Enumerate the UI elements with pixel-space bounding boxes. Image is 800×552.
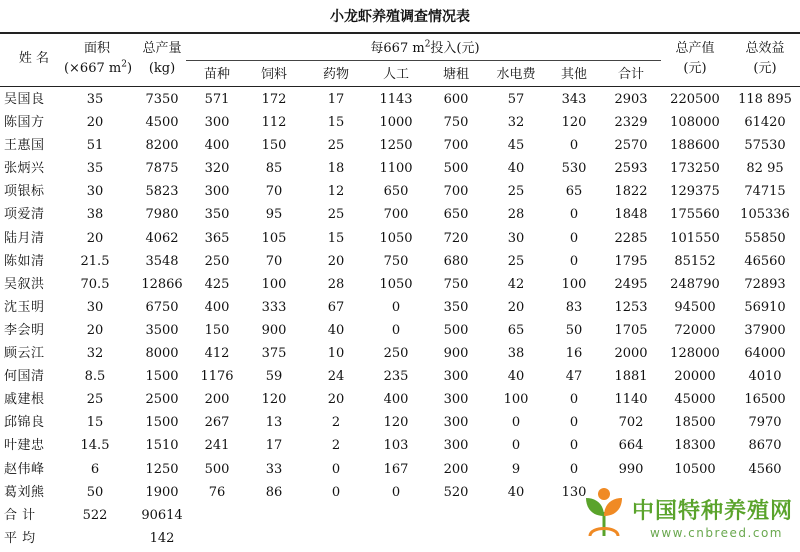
- table-row: [0, 157, 800, 180]
- header-total: 合计: [617, 67, 644, 82]
- cell-production: 8200: [145, 138, 179, 154]
- cell-labor: 1050: [379, 230, 413, 246]
- cell-other: 0: [569, 415, 579, 431]
- cell-feed: 172: [261, 92, 287, 107]
- investment-subrule: [186, 60, 661, 61]
- cell-name: 戚建根: [4, 392, 45, 408]
- cell-pond: 900: [443, 346, 469, 362]
- cell-value: 20000: [674, 369, 716, 385]
- cell-benefit: 61420: [744, 115, 786, 131]
- cell-total: 2000: [614, 346, 648, 362]
- cell-total: 702: [618, 415, 644, 431]
- cell-feed: 17: [265, 438, 283, 454]
- cell-pond: 500: [443, 322, 469, 338]
- cell-drug: 17: [327, 92, 345, 107]
- cell-labor: [368, 527, 424, 550]
- cell-name: 李会明: [4, 322, 45, 338]
- cell-other: 100: [561, 276, 587, 292]
- table-body: [0, 88, 800, 550]
- cell-other: 0: [569, 230, 579, 246]
- cell-area: 8.5: [84, 369, 106, 385]
- cell-benefit: 16500: [744, 392, 786, 408]
- cell-area: 38: [86, 207, 104, 223]
- cell-seed: 500: [204, 461, 230, 477]
- cell-name: 平 均: [4, 530, 36, 546]
- cell-production: 3548: [145, 253, 179, 269]
- cell-drug: 28: [327, 276, 345, 292]
- cell-benefit: 37900: [744, 322, 786, 338]
- cell-feed: [250, 504, 298, 527]
- cell-seed: 76: [208, 484, 226, 500]
- cell-labor: 167: [383, 461, 409, 477]
- cell-seed: 200: [204, 392, 230, 408]
- cell-other: 343: [561, 92, 587, 107]
- cell-name: 叶建忠: [4, 438, 45, 454]
- cell-pond: 300: [443, 415, 469, 431]
- cell-feed: 150: [261, 138, 287, 154]
- cell-name: 项爱清: [4, 207, 45, 223]
- cell-area: 30: [86, 184, 104, 200]
- cell-production: 1250: [145, 461, 179, 477]
- cell-drug: 20: [327, 392, 345, 408]
- cell-benefit: 55850: [744, 230, 786, 246]
- cell-value: 18500: [674, 415, 716, 431]
- cell-feed: [250, 527, 298, 550]
- cell-area: 51: [86, 138, 104, 154]
- cell-production: 8000: [145, 346, 179, 362]
- cell-seed: 350: [204, 207, 230, 223]
- cell-production: 7980: [145, 207, 179, 223]
- cell-util: 57: [507, 92, 525, 107]
- cell-area: 70.5: [80, 276, 110, 292]
- cell-seed: 150: [204, 322, 230, 338]
- cell-value: 101550: [670, 230, 720, 246]
- cell-labor: 0: [391, 484, 401, 500]
- cell-benefit: 105336: [740, 207, 790, 223]
- cell-feed: 120: [261, 392, 287, 408]
- cell-total: 1795: [614, 253, 648, 269]
- cell-drug: 2: [331, 415, 341, 431]
- header-output-value-line1: 总产值: [675, 41, 715, 56]
- cell-name: 吴叙洪: [4, 276, 45, 292]
- cell-labor: 120: [383, 415, 409, 431]
- cell-labor: 1050: [379, 276, 413, 292]
- header-feed: 饲料: [260, 67, 287, 82]
- cell-seed: 425: [204, 276, 230, 292]
- cell-labor: 250: [383, 346, 409, 362]
- cell-util: 30: [507, 230, 525, 246]
- cell-name: 顾云江: [4, 346, 45, 362]
- top-rule: [0, 32, 800, 34]
- cell-other: 0: [569, 138, 579, 154]
- cell-drug: [314, 504, 358, 527]
- cell-util: 20: [507, 299, 525, 315]
- cell-seed: 400: [204, 299, 230, 315]
- cell-labor: 1143: [379, 92, 413, 107]
- cell-seed: 300: [204, 184, 230, 200]
- cell-pond: 520: [443, 484, 469, 500]
- cell-util: 100: [503, 392, 529, 408]
- table-row: [0, 250, 800, 273]
- cell-util: 42: [507, 276, 525, 292]
- header-name: 姓 名: [18, 51, 50, 66]
- cell-drug: 24: [327, 369, 345, 385]
- header-benefit-line2: (元): [753, 61, 777, 76]
- cell-value: 173250: [670, 161, 720, 177]
- cell-pond: 300: [443, 438, 469, 454]
- cell-value: 85152: [674, 253, 716, 269]
- cell-pond: 500: [443, 161, 469, 177]
- sprout-logo-icon: [582, 486, 626, 538]
- cell-total: 1705: [614, 322, 648, 338]
- cell-labor: [368, 504, 424, 527]
- cell-pond: 300: [443, 369, 469, 385]
- cell-labor: 0: [391, 299, 401, 315]
- cell-pond: [430, 527, 482, 550]
- cell-feed: 70: [265, 184, 283, 200]
- cell-labor: 650: [383, 184, 409, 200]
- header-area-line1: 面积: [83, 41, 110, 56]
- header-drug: 药物: [322, 67, 349, 82]
- cell-pond: 720: [443, 230, 469, 246]
- cell-util: 45: [507, 138, 525, 154]
- cell-feed: 85: [265, 161, 283, 177]
- cell-production: 4062: [145, 230, 179, 246]
- cell-drug: 18: [327, 161, 345, 177]
- cell-seed: 365: [204, 230, 230, 246]
- cell-value: 45000: [674, 392, 716, 408]
- cell-util: [492, 504, 540, 527]
- cell-area: 6: [90, 461, 100, 477]
- cell-labor: 400: [383, 392, 409, 408]
- cell-area: 35: [86, 92, 104, 107]
- cell-seed: 267: [204, 415, 230, 431]
- cell-area: 25: [86, 392, 104, 408]
- cell-name: 陆月清: [4, 230, 45, 246]
- cell-drug: 25: [327, 138, 345, 154]
- cell-total: 1253: [614, 299, 648, 315]
- cell-total: 2570: [614, 138, 648, 154]
- cell-production: 1500: [145, 369, 179, 385]
- cell-labor: 0: [391, 322, 401, 338]
- header-seed: 苗种: [203, 67, 230, 82]
- cell-area: 21.5: [80, 253, 110, 269]
- cell-seed: [194, 504, 240, 527]
- cell-name: 邱锦良: [4, 415, 45, 431]
- cell-util: 25: [507, 253, 525, 269]
- cell-production: 5823: [145, 184, 179, 200]
- cell-name: 葛刘熊: [4, 484, 45, 500]
- cell-pond: 750: [443, 276, 469, 292]
- cell-labor: 700: [383, 207, 409, 223]
- cell-production: 90614: [141, 507, 183, 523]
- cell-pond: 680: [443, 253, 469, 269]
- cell-other: 83: [565, 299, 583, 315]
- cell-other: 0: [569, 253, 579, 269]
- cell-value: 128000: [670, 346, 720, 362]
- cell-production: 1510: [145, 438, 179, 454]
- cell-drug: 67: [327, 299, 345, 315]
- cell-name: 项银标: [4, 184, 45, 200]
- cell-area: 50: [86, 484, 104, 500]
- cell-benefit: 118 895: [738, 92, 792, 107]
- cell-name: 吴国良: [4, 92, 45, 107]
- cell-feed: 375: [261, 346, 287, 362]
- cell-benefit: 8670: [748, 438, 782, 454]
- cell-drug: 25: [327, 207, 345, 223]
- cell-value: 72000: [674, 322, 716, 338]
- cell-production: 3500: [145, 322, 179, 338]
- cell-area: 20: [86, 230, 104, 246]
- cell-total: 1822: [614, 184, 648, 200]
- cell-benefit: 56910: [744, 299, 786, 315]
- cell-total: 2285: [614, 230, 648, 246]
- cell-total: 1848: [614, 207, 648, 223]
- cell-benefit: 82 95: [746, 161, 784, 177]
- cell-total: 2495: [614, 276, 648, 292]
- cell-name: 陈国方: [4, 115, 45, 131]
- cell-labor: 103: [383, 438, 409, 454]
- cell-name: 陈如清: [4, 253, 45, 269]
- cell-other: 120: [561, 115, 587, 131]
- cell-drug: 40: [327, 322, 345, 338]
- cell-total: 664: [618, 438, 644, 454]
- cell-name: 合 计: [4, 507, 36, 523]
- cell-labor: 235: [383, 369, 409, 385]
- cell-pond: [430, 504, 482, 527]
- cell-drug: 0: [331, 484, 341, 500]
- cell-other: 0: [569, 207, 579, 223]
- cell-benefit: 72893: [744, 276, 786, 292]
- cell-seed: [194, 527, 240, 550]
- cell-benefit: 74715: [744, 184, 786, 200]
- watermark-site-name: 中国特种养殖网: [632, 499, 794, 524]
- cell-drug: 2: [331, 438, 341, 454]
- cell-feed: 900: [261, 322, 287, 338]
- cell-total: 990: [618, 461, 644, 477]
- cell-area: 14.5: [80, 438, 110, 454]
- header-output-value-line2: (元): [683, 61, 707, 76]
- cell-util: 32: [507, 115, 525, 131]
- cell-benefit: 4010: [748, 369, 782, 385]
- cell-value: 94500: [674, 299, 716, 315]
- cell-seed: 320: [204, 161, 230, 177]
- cell-name: 沈玉明: [4, 299, 45, 315]
- cell-feed: 59: [265, 369, 283, 385]
- header-area-line2: (×667 $m^2$): [63, 59, 133, 76]
- cell-util: 0: [511, 438, 521, 454]
- table-row: [0, 365, 800, 388]
- table-row: [0, 411, 800, 434]
- cell-labor: 1250: [379, 138, 413, 154]
- cell-other: 530: [561, 161, 587, 177]
- cell-value: 220500: [670, 92, 720, 107]
- cell-area: 30: [86, 299, 104, 315]
- cell-value: 248790: [670, 276, 720, 292]
- cell-production: 1500: [145, 415, 179, 431]
- cell-pond: 700: [443, 184, 469, 200]
- cell-area: 20: [86, 115, 104, 131]
- cell-other: 50: [565, 322, 583, 338]
- cell-labor: 1100: [379, 161, 413, 177]
- cell-seed: 300: [204, 115, 230, 131]
- cell-seed: 412: [204, 346, 230, 362]
- table-row: [0, 342, 800, 365]
- cell-drug: 15: [327, 230, 345, 246]
- cell-total: 2903: [614, 92, 648, 107]
- cell-other: 47: [565, 369, 583, 385]
- cell-area: 32: [86, 346, 104, 362]
- header-rule: [0, 86, 800, 87]
- table-row: [0, 134, 800, 157]
- cell-area: 35: [86, 161, 104, 177]
- cell-feed: 112: [261, 115, 287, 131]
- cell-feed: 105: [261, 230, 287, 246]
- cell-value: 10500: [674, 461, 716, 477]
- cell-value: 175560: [670, 207, 720, 223]
- cell-production: 142: [149, 530, 175, 546]
- cell-benefit: 7970: [748, 415, 782, 431]
- cell-feed: 95: [265, 207, 283, 223]
- cell-production: 1900: [145, 484, 179, 500]
- header-production-line2: (kg): [148, 61, 176, 76]
- cell-value: 18300: [674, 438, 716, 454]
- cell-feed: 70: [265, 253, 283, 269]
- table-row: [0, 203, 800, 226]
- cell-util: 65: [507, 322, 525, 338]
- cell-util: 0: [511, 415, 521, 431]
- table-row: [0, 458, 800, 481]
- cell-pond: 350: [443, 299, 469, 315]
- table-row: [0, 434, 800, 457]
- cell-production: 6750: [145, 299, 179, 315]
- cell-other: 16: [565, 346, 583, 362]
- cell-drug: [314, 527, 358, 550]
- cell-feed: 100: [261, 276, 287, 292]
- cell-util: 40: [507, 484, 525, 500]
- cell-pond: 600: [443, 92, 469, 107]
- cell-other: 65: [565, 184, 583, 200]
- cell-production: 12866: [141, 276, 183, 292]
- cell-util: [492, 527, 540, 550]
- cell-total: 1881: [614, 369, 648, 385]
- cell-total: 2329: [614, 115, 648, 131]
- cell-drug: 20: [327, 253, 345, 269]
- cell-util: 38: [507, 346, 525, 362]
- cell-seed: 1176: [200, 369, 234, 385]
- cell-feed: 13: [265, 415, 283, 431]
- cell-pond: 300: [443, 392, 469, 408]
- cell-other: 0: [569, 461, 579, 477]
- cell-total: 1140: [614, 392, 648, 408]
- watermark-url: www.cnbreed.com: [650, 526, 783, 540]
- cell-seed: 241: [204, 438, 230, 454]
- cell-drug: 0: [331, 461, 341, 477]
- cell-labor: 1000: [379, 115, 413, 131]
- cell-util: 9: [511, 461, 521, 477]
- cell-other: 130: [561, 484, 587, 500]
- cell-pond: 750: [443, 115, 469, 131]
- cell-util: 25: [507, 184, 525, 200]
- cell-benefit: 57530: [744, 138, 786, 154]
- cell-name: 赵伟峰: [4, 461, 45, 477]
- cell-area: 522: [82, 507, 108, 523]
- cell-seed: 400: [204, 138, 230, 154]
- cell-production: 2500: [145, 392, 179, 408]
- header-benefit-line1: 总效益: [745, 41, 785, 56]
- cell-labor: 750: [383, 253, 409, 269]
- cell-value: 188600: [670, 138, 720, 154]
- cell-drug: 12: [327, 184, 345, 200]
- table-row: [0, 296, 800, 319]
- cell-drug: 10: [327, 346, 345, 362]
- cell-util: 28: [507, 207, 525, 223]
- header-labor: 人工: [382, 67, 409, 82]
- cell-feed: 86: [265, 484, 283, 500]
- cell-seed: 571: [204, 92, 230, 107]
- table-row: [0, 273, 800, 296]
- cell-pond: 700: [443, 138, 469, 154]
- cell-other: 0: [569, 438, 579, 454]
- header-pond-rent: 塘租: [442, 67, 469, 82]
- cell-other: 0: [569, 392, 579, 408]
- header-production-line1: 总产量: [142, 41, 182, 56]
- table-row: [0, 180, 800, 203]
- cell-drug: 15: [327, 115, 345, 131]
- cell-total: 2593: [614, 161, 648, 177]
- table-row: [0, 319, 800, 342]
- cell-value: 129375: [670, 184, 720, 200]
- cell-name: 王惠国: [4, 138, 45, 154]
- cell-area: 20: [86, 322, 104, 338]
- cell-production: 7350: [145, 92, 179, 107]
- table-row: [0, 111, 800, 134]
- header-other: 其他: [560, 67, 587, 82]
- cell-area: 15: [86, 415, 104, 431]
- cell-value: 108000: [670, 115, 720, 131]
- cell-benefit: 46560: [744, 253, 786, 269]
- cell-feed: 333: [261, 299, 287, 315]
- cell-production: 4500: [145, 115, 179, 131]
- header-utilities: 水电费: [496, 67, 536, 82]
- cell-seed: 250: [204, 253, 230, 269]
- cell-benefit: 4560: [748, 461, 782, 477]
- cell-area: [70, 527, 120, 550]
- cell-name: 张炳兴: [4, 161, 45, 177]
- cell-name: 何国清: [4, 369, 45, 385]
- table-row: [0, 227, 800, 250]
- cell-pond: 200: [443, 461, 469, 477]
- table-title: 小龙虾养殖调查情况表: [330, 9, 470, 25]
- cell-feed: 33: [265, 461, 283, 477]
- table-row: [0, 88, 800, 111]
- cell-util: 40: [507, 161, 525, 177]
- cell-util: 40: [507, 369, 525, 385]
- table-row: [0, 388, 800, 411]
- cell-pond: 650: [443, 207, 469, 223]
- cell-production: 7875: [145, 161, 179, 177]
- header-investment: 每667 $m^2$投入(元): [370, 39, 480, 56]
- cell-benefit: 64000: [744, 346, 786, 362]
